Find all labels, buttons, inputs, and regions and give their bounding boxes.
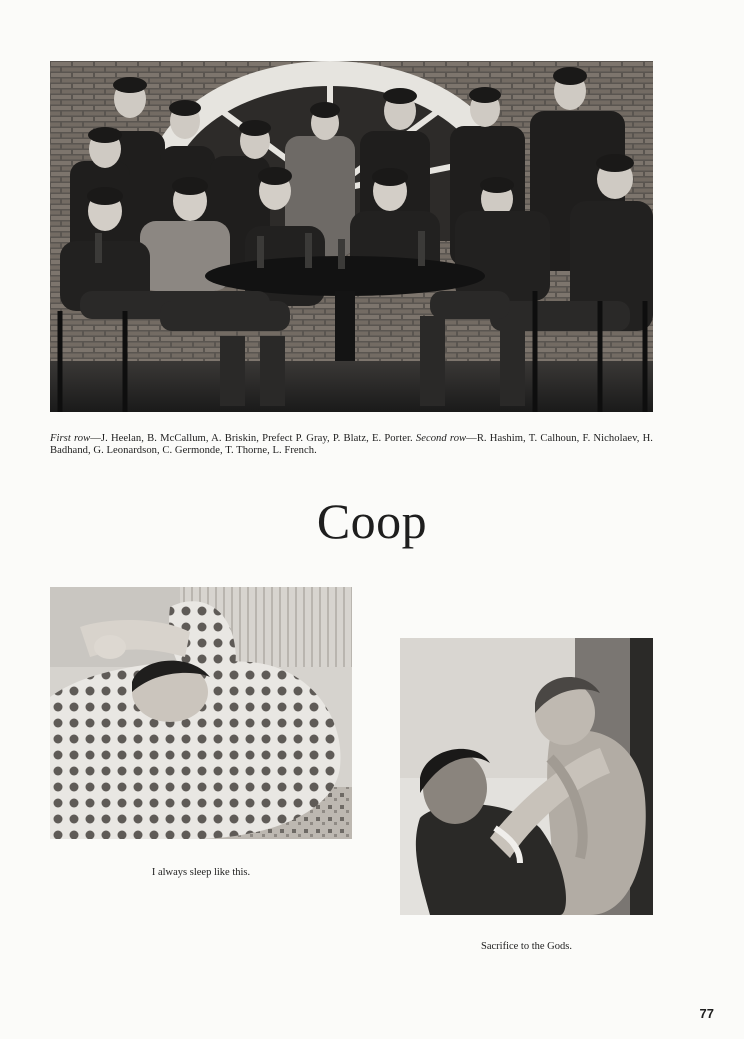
- section-title: Coop: [316, 493, 428, 549]
- gods-photo: [400, 638, 653, 915]
- second-row-names: —R. Hashim, T. Calhoun, F. Nicholaev, H. Badhand, G. Leonardson, C. Germonde, T. Thorne, L. French.: [50, 432, 654, 457]
- first-row-label: First row: [50, 432, 91, 444]
- sleep-photo: [50, 587, 352, 839]
- first-row-names: —J. Heelan, B. McCallum, A. Briskin, Prefect P. Gray, P. Blatz, E. Porter.: [90, 432, 413, 444]
- group-photo: [50, 61, 653, 412]
- gods-photo-caption: Sacrifice to the Gods.: [481, 940, 572, 952]
- second-row-label: Second row: [415, 432, 467, 444]
- sleep-photo-caption: I always sleep like this.: [151, 866, 251, 878]
- group-photo-caption: [50, 433, 653, 458]
- gods-photo-image: [400, 638, 653, 915]
- sleep-photo-image: [50, 587, 352, 839]
- group-photo-image: [50, 61, 653, 412]
- page-number: 77: [699, 1006, 714, 1021]
